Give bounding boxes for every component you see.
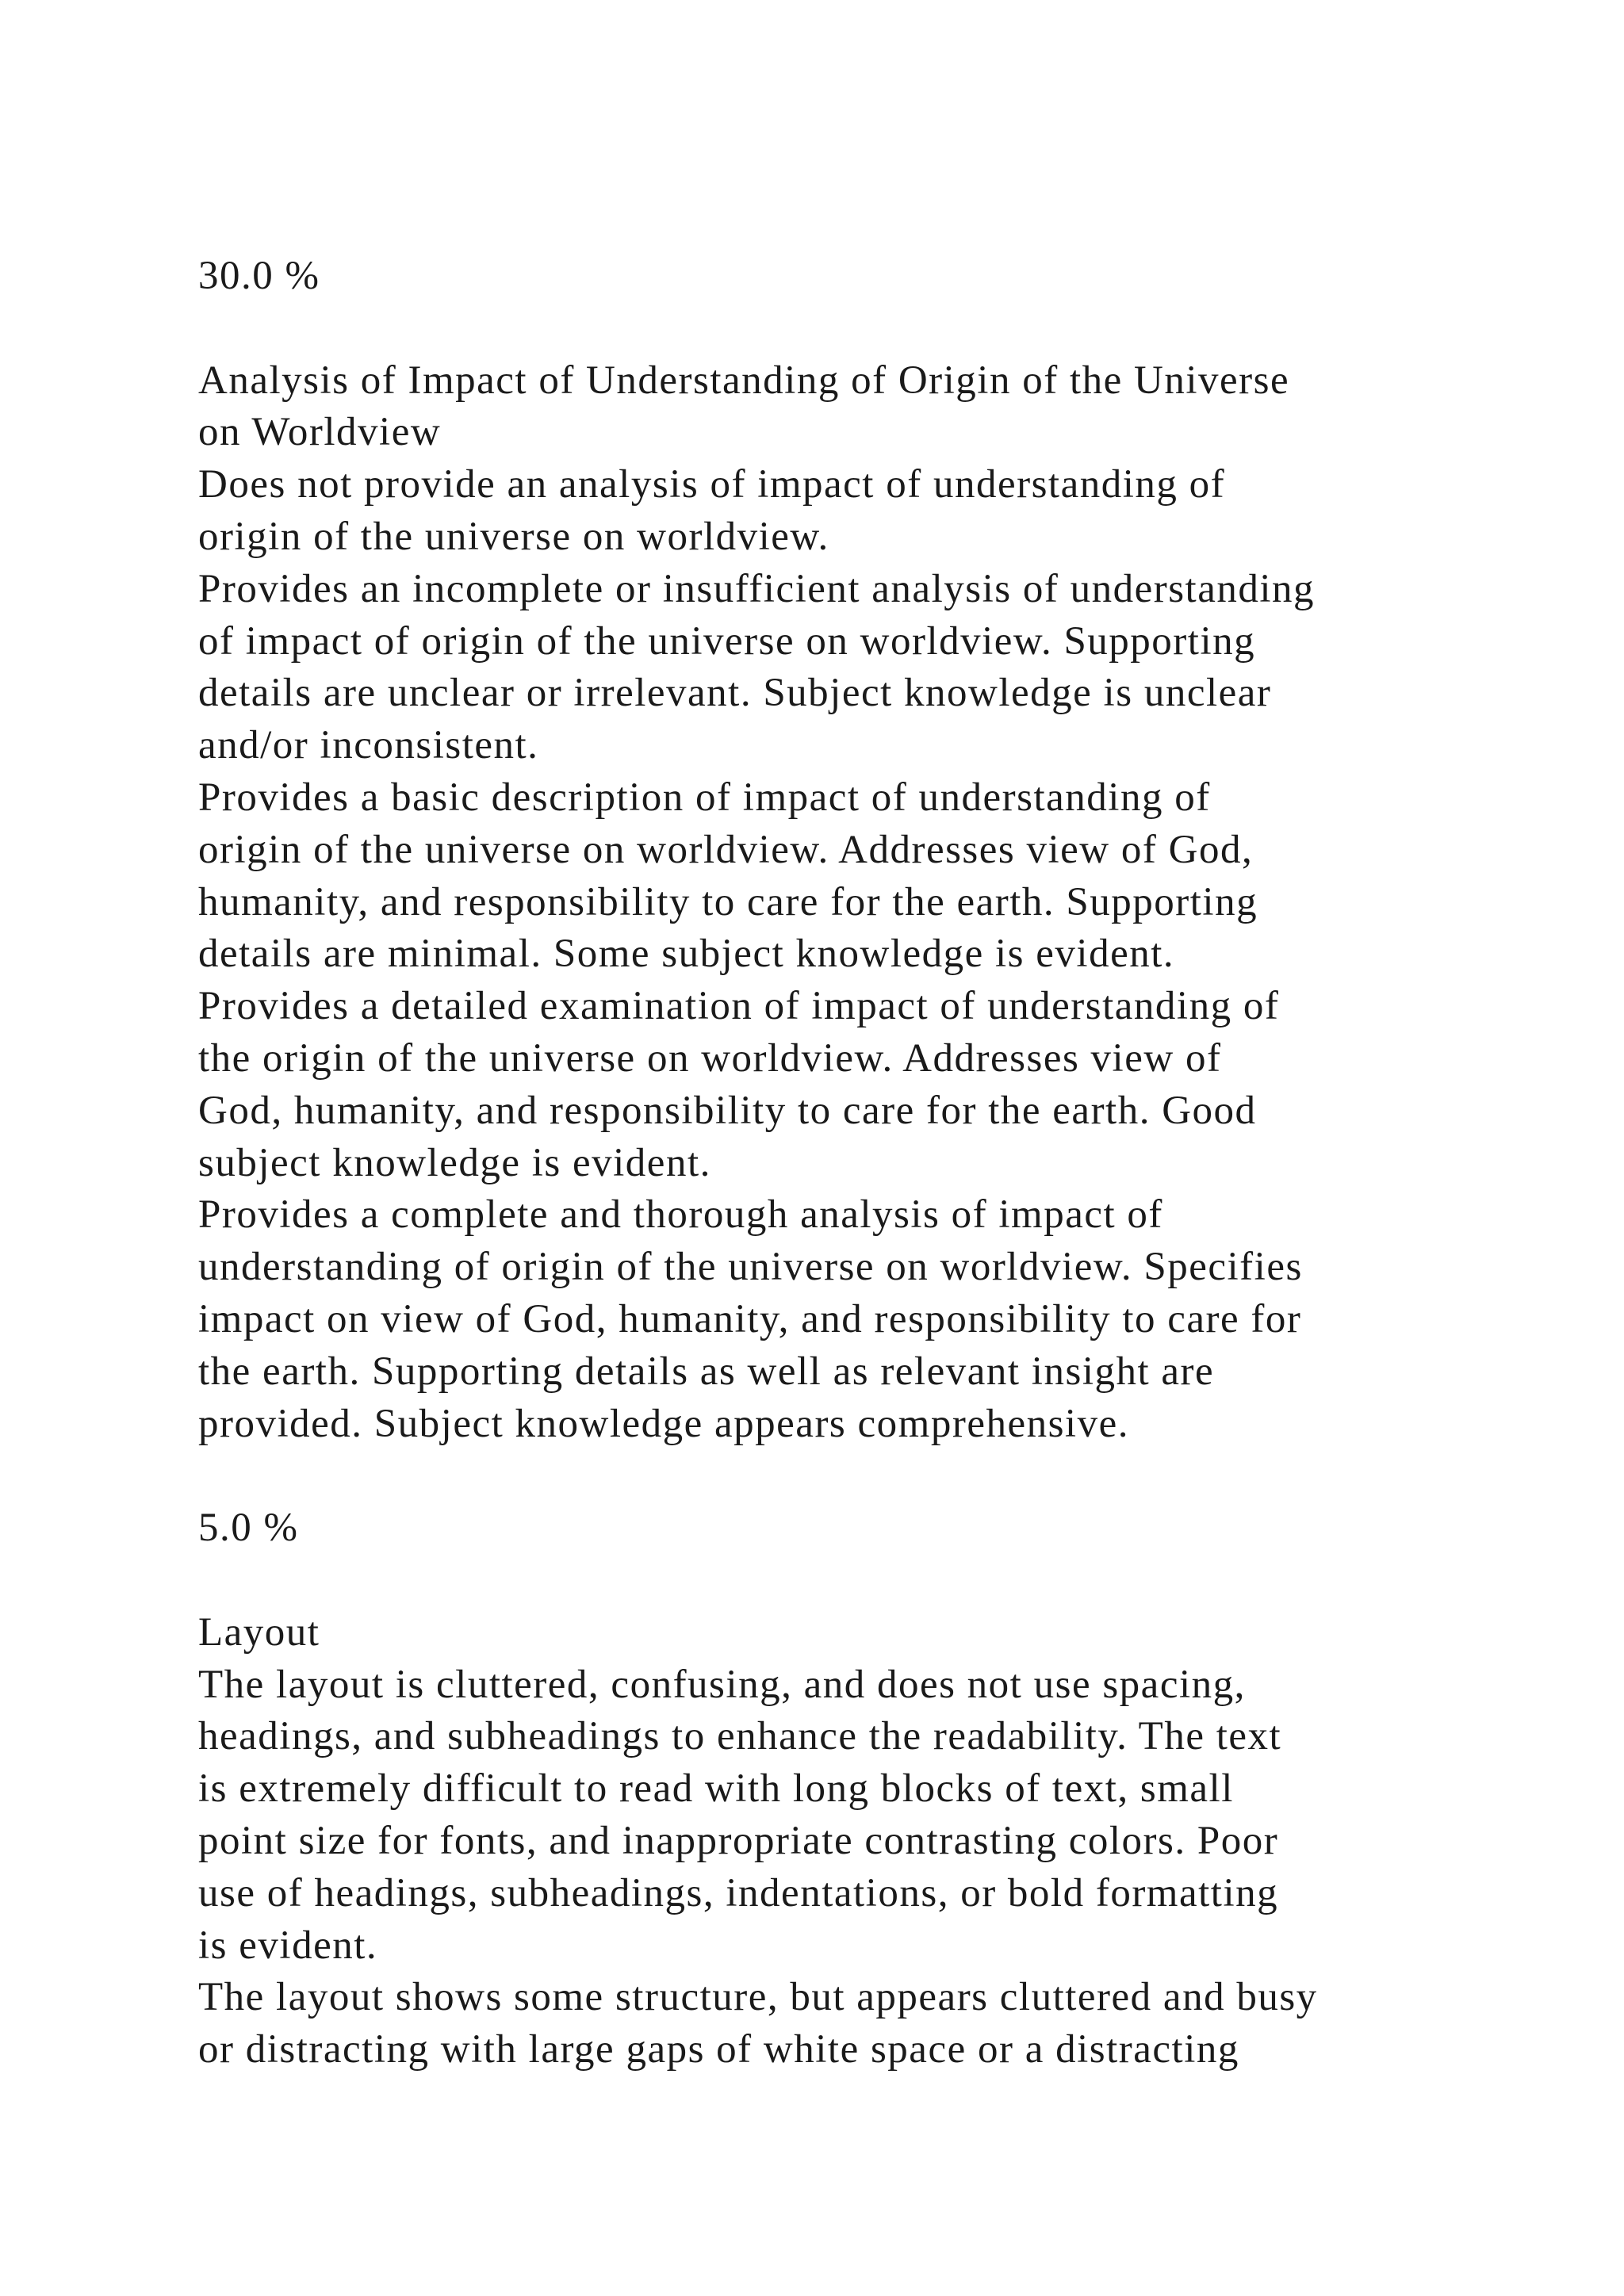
- criterion-line: God, humanity, and responsibility to care for the earth. Good: [198, 1088, 1257, 1133]
- criterion-line: Provides a detailed examination of impact of understanding of: [198, 984, 1280, 1029]
- section-2-weight: 5.0 %: [198, 1506, 299, 1551]
- criterion-line: of impact of origin of the universe on worldview. Supporting: [198, 618, 1256, 664]
- criterion-line: provided. Subject knowledge appears comprehensive.: [198, 1401, 1129, 1446]
- criterion-line: use of headings, subheadings, indentations, or bold formatting: [198, 1870, 1279, 1915]
- criterion-line: Provides an incomplete or insufficient analysis of understanding: [198, 566, 1316, 611]
- criterion-line: understanding of origin of the universe on worldview. Specifies: [198, 1245, 1303, 1290]
- blank-line: [198, 303, 1530, 355]
- criterion-line: is extremely difficult to read with long blocks of text, small: [198, 1766, 1234, 1812]
- criterion-line: impact on view of God, humanity, and responsibility to care for: [198, 1296, 1302, 1341]
- criterion-line: is evident.: [198, 1923, 378, 1968]
- criterion-line: details are minimal. Some subject knowledge is evident.: [198, 932, 1175, 977]
- criterion-line: The layout is cluttered, confusing, and does not use spacing,: [198, 1662, 1246, 1707]
- section-1-title-line-1: Analysis of Impact of Understanding of Origin of the Universe: [198, 358, 1290, 403]
- criterion-line: The layout shows some structure, but appears cluttered and busy: [198, 1975, 1318, 2020]
- criterion-line: Does not provide an analysis of impact of understanding of: [198, 462, 1226, 507]
- criterion-line: Provides a complete and thorough analysis of impact of: [198, 1192, 1163, 1238]
- criterion-line: or distracting with large gaps of white space or a distracting: [198, 2027, 1239, 2072]
- criterion-line: humanity, and responsibility to care for the earth. Supporting: [198, 879, 1258, 924]
- criterion-line: the earth. Supporting details as well as relevant insight are: [198, 1349, 1215, 1394]
- section-2-title-line-1: Layout: [198, 1609, 320, 1655]
- criterion-line: and/or inconsistent.: [198, 723, 539, 768]
- criterion-line: Provides a basic description of impact of understanding of: [198, 775, 1211, 820]
- criterion-line: subject knowledge is evident.: [198, 1140, 711, 1185]
- criterion-line: headings, and subheadings to enhance the readability. The text: [198, 1714, 1282, 1759]
- criterion-line: origin of the universe on worldview. Addresses view of God,: [198, 827, 1254, 872]
- criterion-line: details are unclear or irrelevant. Subject knowledge is unclear: [198, 671, 1272, 716]
- section-1-title-line-2: on Worldview: [198, 410, 442, 455]
- criterion-line: the origin of the universe on worldview. Addresses view of: [198, 1035, 1222, 1081]
- blank-line: [198, 1450, 1530, 1502]
- criterion-line: origin of the universe on worldview.: [198, 514, 829, 559]
- blank-line: [198, 1555, 1530, 1607]
- document-text: [198, 251, 1530, 2076]
- criterion-line: point size for fonts, and inappropriate contrasting colors. Poor: [198, 1818, 1279, 1863]
- section-1-weight: 30.0 %: [198, 254, 320, 298]
